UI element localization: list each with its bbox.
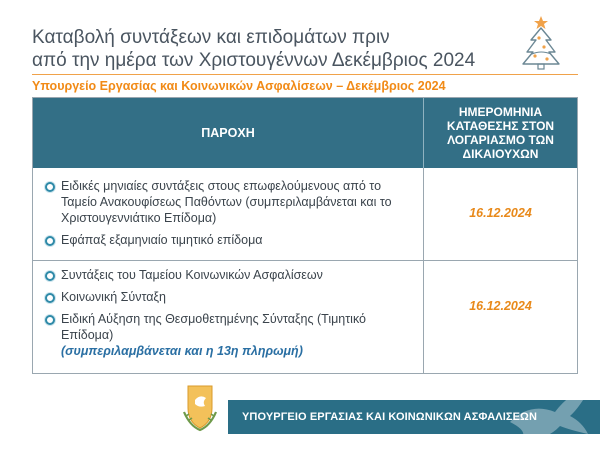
list-item [45, 267, 417, 283]
table-row [33, 261, 577, 373]
benefit-text: Ειδικές μηνιαίες συντάξεις στους επωφελούμενους από το Ταμείο Ανακουφίσεως Παθόντων (συμπεριλαμβάνεται και το Χριστουγεννιάτικο Επίδομα) [61, 179, 392, 225]
payment-date: 16.12.2024 [469, 299, 532, 313]
benefit-text: Συντάξεις του Ταμείου Κοινωνικών Ασφαλίσεων [61, 268, 323, 282]
list-item [45, 289, 417, 305]
table-header [33, 98, 577, 168]
subtitle: Υπουργείο Εργασίας και Κοινωνικών Ασφαλίσεων – Δεκέμβριος 2024 [32, 79, 446, 93]
column-header-benefit: ΠΑΡΟΧΗ [201, 126, 255, 140]
bullet-icon [45, 293, 55, 303]
bullet-icon [45, 315, 55, 325]
benefit-text-group [61, 311, 417, 359]
christmas-tree-icon [520, 14, 562, 70]
title-line-2: από την ημέρα των Χριστουγέννων Δεκέμβριος 2024 [32, 50, 476, 71]
benefit-text: Κοινωνική Σύνταξη [61, 290, 166, 304]
payment-date: 16.12.2024 [469, 206, 532, 220]
list-item [45, 311, 417, 359]
bullet-icon [45, 182, 55, 192]
benefit-text: Εφάπαξ εξαμηνιαίο τιμητικό επίδομα [61, 233, 263, 247]
column-header-date: ΗΜΕΡΟΜΗΝΙΑ ΚΑΤΑΘΕΣΗΣ ΣΤΟΝ ΛΟΓΑΡΙΑΣΜΟ ΤΩΝ ΔΙΚΑΙΟΥΧΩΝ [446, 105, 555, 161]
cyprus-emblem-icon [180, 382, 220, 432]
footer-ministry: ΥΠΟΥΡΓΕΙΟ ΕΡΓΑΣΙΑΣ ΚΑΙ ΚΟΙΝΩΝΙΚΩΝ ΑΣΦΑΛΙΣΕΩΝ [242, 411, 537, 423]
dove-icon [500, 382, 595, 450]
benefit-text: Ειδική Αύξηση της Θεσμοθετημένης Σύνταξης (Τιμητικό Επίδομα) [61, 312, 367, 342]
title-divider [32, 74, 578, 75]
table-row [33, 168, 577, 260]
list-item [45, 232, 417, 248]
page-title [32, 26, 502, 72]
title-line-1: Καταβολή συντάξεων και επιδομάτων πριν [32, 27, 390, 48]
payments-table [32, 97, 578, 374]
benefit-note: (συμπεριλαμβάνεται και η 13η πληρωμή) [61, 344, 303, 358]
bullet-icon [45, 236, 55, 246]
bullet-icon [45, 271, 55, 281]
list-item [45, 178, 417, 226]
